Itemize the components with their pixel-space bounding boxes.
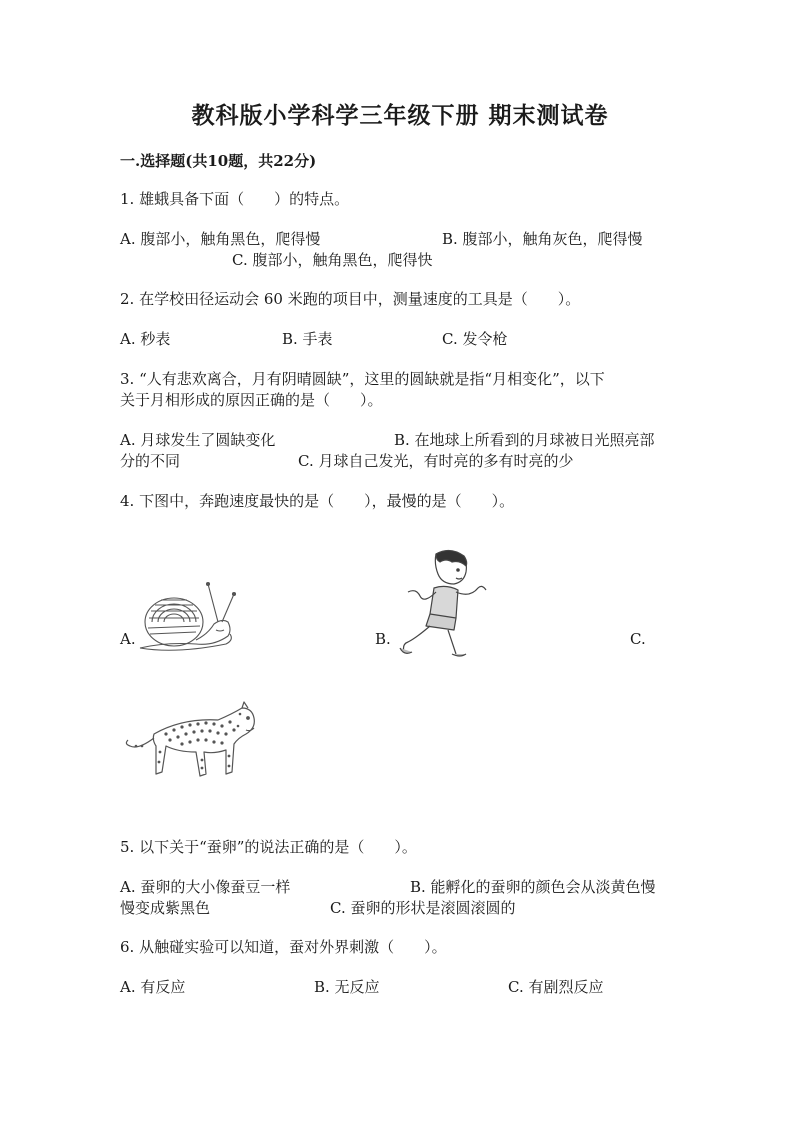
question-2-stem: 2. 在学校田径运动会 60 米跑的项目中，测量速度的工具是（ ）。 [120,290,581,308]
question-2-option-a[interactable]: A. 秒表 [120,330,171,348]
question-3-stem-line-2: 关于月相形成的原因正确的是（ ）。 [120,391,383,409]
question-6-option-b[interactable]: B. 无反应 [314,978,380,996]
page-title: 教科版小学科学三年级下册 期末测试卷 [191,102,609,129]
question-3-stem-line-1: 3. “人有悲欢离合，月有阴晴圆缺”，这里的圆缺就是指“月相变化”，以下 [120,370,605,388]
question-3-option-c[interactable]: C. 月球自己发光，有时亮的多有时亮的少 [298,452,574,470]
question-5-option-c[interactable]: C. 蚕卵的形状是滚圆滚圆的 [330,899,516,917]
question-4-option-a[interactable]: A. [120,630,136,648]
running-boy-icon [396,548,492,660]
question-3-option-b[interactable]: B. 在地球上所看到的月球被日光照亮部 [394,431,655,449]
question-2-option-c[interactable]: C. 发令枪 [442,330,508,348]
snail-icon [136,578,244,656]
question-5-option-a[interactable]: A. 蚕卵的大小像蚕豆一样 [120,878,291,896]
question-1-stem: 1. 雄蛾具备下面（ ）的特点。 [120,190,350,208]
question-1-option-a[interactable]: A. 腹部小，触角黑色，爬得慢 [120,230,321,248]
question-1-option-c[interactable]: C. 腹部小，触角黑色，爬得快 [232,251,433,269]
cheetah-icon [122,700,258,784]
section-heading: 一.选择题(共10题，共22分) [120,152,317,170]
question-6-stem: 6. 从触碰实验可以知道，蚕对外界刺激（ ）。 [120,938,447,956]
question-5-option-b[interactable]: B. 能孵化的蚕卵的颜色会从淡黄色慢 [410,878,656,896]
question-5-stem: 5. 以下关于“蚕卵”的说法正确的是（ ）。 [120,838,417,856]
question-4-option-b[interactable]: B. [375,630,391,648]
question-6-option-a[interactable]: A. 有反应 [120,978,186,996]
question-6-option-c[interactable]: C. 有剧烈反应 [508,978,604,996]
question-4-option-c[interactable]: C. [630,630,646,648]
question-2-option-b[interactable]: B. 手表 [282,330,333,348]
question-1-option-b[interactable]: B. 腹部小，触角灰色，爬得慢 [442,230,643,248]
question-3-option-b-continued: 分的不同 [120,452,181,470]
question-3-option-a[interactable]: A. 月球发生了圆缺变化 [120,431,276,449]
question-4-stem: 4. 下图中，奔跑速度最快的是（ ），最慢的是（ ）。 [120,492,515,510]
question-5-option-b-continued: 慢变成紫黑色 [120,899,211,917]
